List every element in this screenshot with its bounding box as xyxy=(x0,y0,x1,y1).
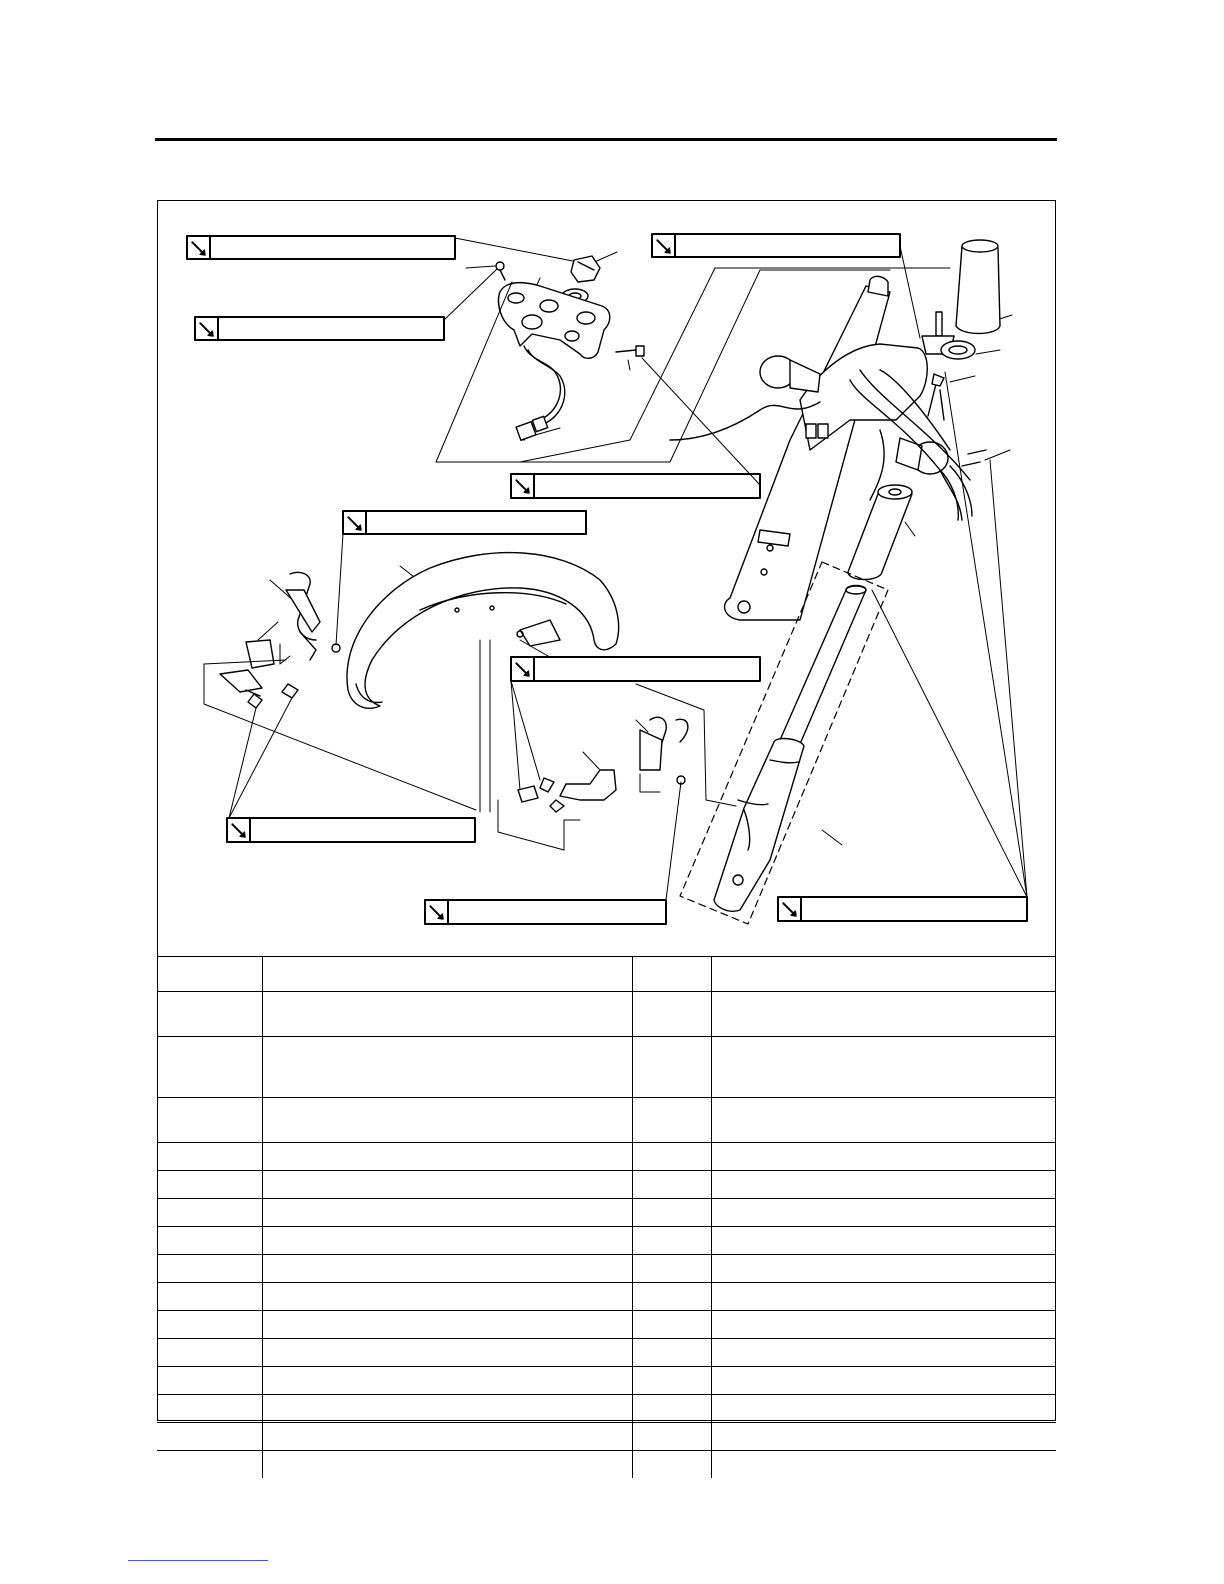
torque-wrench-icon xyxy=(514,478,531,495)
table-cell xyxy=(262,1311,632,1339)
torque-wrench-icon xyxy=(428,904,445,921)
table-cell xyxy=(262,1283,632,1311)
torque-callout-c2 xyxy=(195,317,444,340)
table-cell xyxy=(632,1037,711,1098)
table-cell xyxy=(632,957,711,992)
fork-handlebar-assembly xyxy=(670,240,1000,620)
torque-wrench-icon xyxy=(655,238,672,255)
torque-wrench-icon xyxy=(514,661,531,678)
table-cell xyxy=(262,1255,632,1283)
table-row xyxy=(157,1283,1056,1311)
table-row xyxy=(157,1171,1056,1199)
table-cell xyxy=(262,1037,632,1098)
table-cell xyxy=(262,1395,632,1423)
table-cell xyxy=(157,1423,262,1451)
table-cell xyxy=(711,1367,1056,1395)
table-row xyxy=(157,1037,1056,1098)
table-cell xyxy=(632,1255,711,1283)
table-row xyxy=(157,1451,1056,1478)
table-cell xyxy=(157,1311,262,1339)
table-cell xyxy=(262,1367,632,1395)
table-row xyxy=(157,957,1056,992)
table-cell xyxy=(157,1367,262,1395)
table-cell xyxy=(711,1143,1056,1171)
parts-table xyxy=(157,956,1056,1478)
table-cell xyxy=(157,957,262,992)
table-cell xyxy=(711,992,1056,1037)
table-cell xyxy=(632,992,711,1037)
table-cell xyxy=(711,1451,1056,1478)
table-cell xyxy=(711,1037,1056,1098)
right-fender-bracket xyxy=(498,684,736,850)
table-row xyxy=(157,1098,1056,1143)
table-row xyxy=(157,1311,1056,1339)
table-row xyxy=(157,1199,1056,1227)
torque-wrench-icon xyxy=(230,822,247,839)
table-cell xyxy=(157,1395,262,1423)
table-cell xyxy=(711,1255,1056,1283)
table-row xyxy=(157,1143,1056,1171)
torque-wrench-icon xyxy=(781,901,798,918)
torque-callout-c4 xyxy=(511,474,760,498)
table-cell xyxy=(711,957,1056,992)
table-cell xyxy=(262,1339,632,1367)
table-row xyxy=(157,1339,1056,1367)
torque-wrench-icon xyxy=(190,240,207,257)
torque-callout-c6 xyxy=(511,657,760,681)
table-cell xyxy=(262,992,632,1037)
torque-callout-c5 xyxy=(343,511,586,534)
table-cell xyxy=(632,1339,711,1367)
table-cell xyxy=(262,1423,632,1451)
table-cell xyxy=(262,1171,632,1199)
footer-link-underline[interactable] xyxy=(128,1560,268,1561)
table-cell xyxy=(157,1255,262,1283)
callout-leader-lines xyxy=(229,238,1027,900)
table-cell xyxy=(157,1143,262,1171)
torque-callout-c3 xyxy=(652,234,900,257)
table-cell xyxy=(262,1451,632,1478)
torque-wrench-icon xyxy=(198,321,215,338)
table-cell xyxy=(157,1171,262,1199)
table-cell xyxy=(711,1423,1056,1451)
table-cell xyxy=(711,1311,1056,1339)
table-cell xyxy=(711,1171,1056,1199)
front-fender xyxy=(347,553,619,812)
table-row xyxy=(157,992,1056,1037)
table-cell xyxy=(711,1098,1056,1143)
table-cell xyxy=(262,1199,632,1227)
table-row xyxy=(157,1423,1056,1451)
table-cell xyxy=(262,957,632,992)
table-cell xyxy=(262,1143,632,1171)
table-cell xyxy=(632,1199,711,1227)
table-cell xyxy=(632,1098,711,1143)
table-cell xyxy=(711,1339,1056,1367)
table-cell xyxy=(157,1098,262,1143)
table-cell xyxy=(632,1143,711,1171)
table-cell xyxy=(632,1227,711,1255)
left-fender-bracket xyxy=(204,572,476,810)
table-cell xyxy=(157,1227,262,1255)
table-cell xyxy=(632,1423,711,1451)
table-cell xyxy=(711,1227,1056,1255)
table-cell xyxy=(157,992,262,1037)
table-cell xyxy=(157,1037,262,1098)
table-row xyxy=(157,1227,1056,1255)
table-row xyxy=(157,1255,1056,1283)
table-cell xyxy=(157,1339,262,1367)
table-cell xyxy=(711,1395,1056,1423)
table-cell xyxy=(632,1311,711,1339)
table-cell xyxy=(157,1451,262,1478)
table-cell xyxy=(711,1199,1056,1227)
table-cell xyxy=(157,1199,262,1227)
table-row xyxy=(157,1367,1056,1395)
torque-callout-c9 xyxy=(778,897,1027,921)
table-cell xyxy=(632,1171,711,1199)
table-cell xyxy=(632,1395,711,1423)
table-cell xyxy=(157,1283,262,1311)
table-row xyxy=(157,1395,1056,1423)
table-cell xyxy=(632,1283,711,1311)
torque-callout-c8 xyxy=(425,900,666,924)
table-cell xyxy=(711,1283,1056,1311)
table-cell xyxy=(262,1098,632,1143)
table-cell xyxy=(632,1367,711,1395)
torque-wrench-icon xyxy=(346,515,363,532)
table-cell xyxy=(262,1227,632,1255)
torque-callout-c7 xyxy=(227,818,475,842)
torque-callout-c1 xyxy=(187,236,455,259)
table-cell xyxy=(632,1451,711,1478)
